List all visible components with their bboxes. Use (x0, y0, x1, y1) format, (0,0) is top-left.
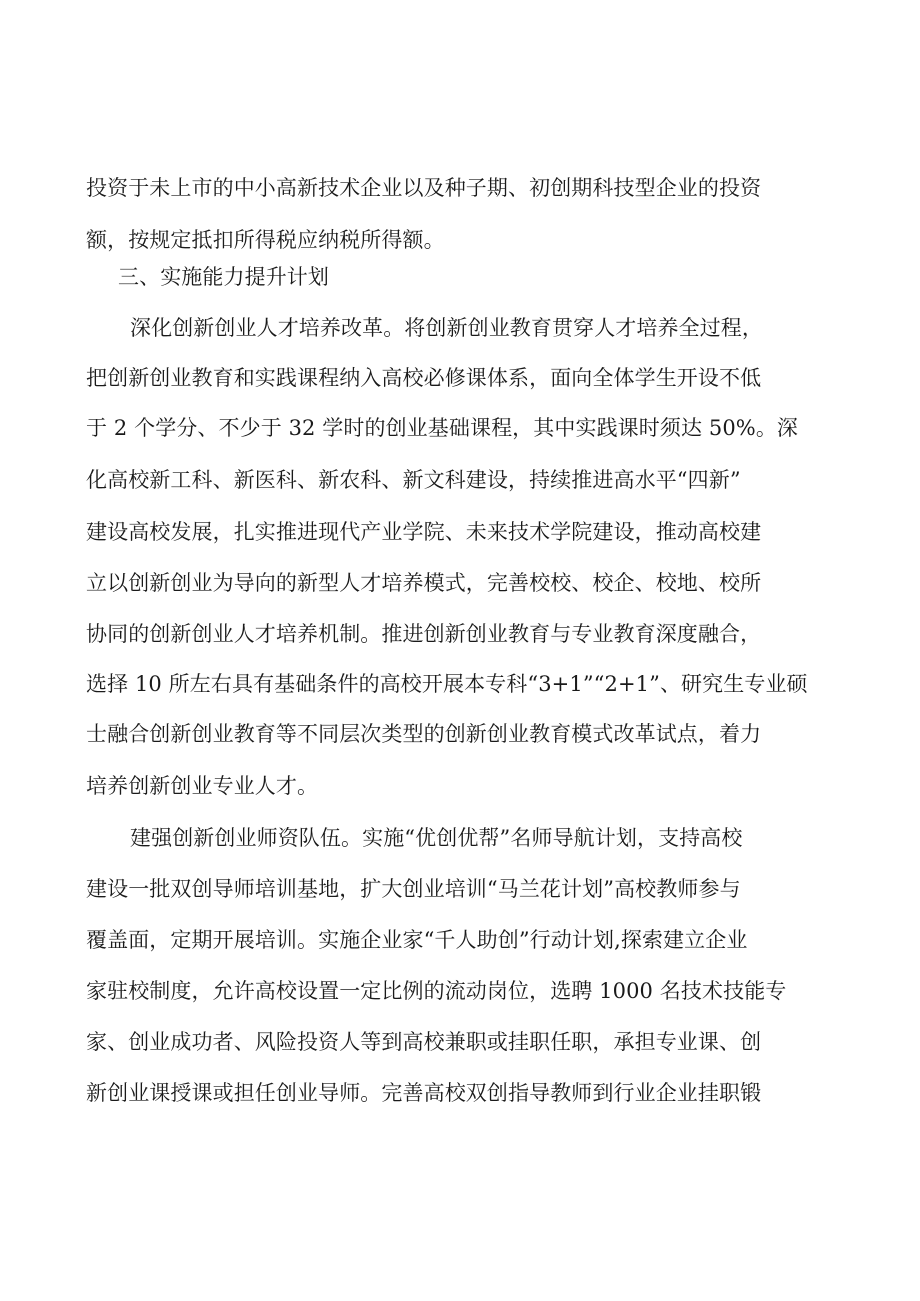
text-line-17: 家驻校制度，允许高校设置一定比例的流动岗位，选聘 1000 名技术技能专 (86, 979, 787, 1003)
text-line-8: 建设高校发展，扎实推进现代产业学院、未来技术学院建设，推动高校建 (86, 520, 762, 544)
text-line-18: 家、创业成功者、风险投资人等到高校兼职或挂职任职，承担专业课、创 (86, 1030, 762, 1054)
text-line-1: 投资于未上市的中小高新技术企业以及种子期、初创期科技型企业的投资 (86, 176, 762, 200)
text-line-12: 士融合创新创业教育等不同层次类型的创新创业教育模式改革试点，着力 (86, 722, 762, 746)
text-line-10: 协同的创新创业人才培养机制。推进创新创业教育与专业教育深度融合， (86, 622, 762, 646)
text-line-7: 化高校新工科、新医科、新农科、新文科建设，持续推进高水平“四新” (86, 468, 741, 492)
text-line-2: 额，按规定抵扣所得税应纳税所得额。 (86, 228, 445, 252)
text-line-11: 选择 10 所左右具有基础条件的高校开展本专科“3+1”“2+1”、研究生专业硕 (86, 672, 808, 696)
text-line-19: 新创业课授课或担任创业导师。完善高校双创指导教师到行业企业挂职锻 (86, 1081, 762, 1105)
text-line-6: 于 2 个学分、不少于 32 学时的创业基础课程，其中实践课时须达 50%。深 (86, 416, 799, 440)
section-heading: 三、实施能力提升计划 (118, 265, 329, 289)
text-line-4: 深化创新创业人才培养改革。将创新创业教育贯穿人才培养全过程， (130, 316, 763, 340)
text-line-5: 把创新创业教育和实践课程纳入高校必修课体系，面向全体学生开设不低 (86, 366, 762, 390)
text-line-13: 培养创新创业专业人才。 (86, 774, 319, 798)
text-line-15: 建设一批双创导师培训基地，扩大创业培训“马兰花计划”高校教师参与 (86, 877, 741, 901)
text-line-14: 建强创新创业师资队伍。实施“优创优帮”名师导航计划，支持高校 (130, 826, 743, 850)
text-line-9: 立以创新创业为导向的新型人才培养模式，完善校校、校企、校地、校所 (86, 571, 762, 595)
text-line-16: 覆盖面，定期开展培训。实施企业家“千人助创”行动计划,探索建立企业 (86, 928, 748, 952)
